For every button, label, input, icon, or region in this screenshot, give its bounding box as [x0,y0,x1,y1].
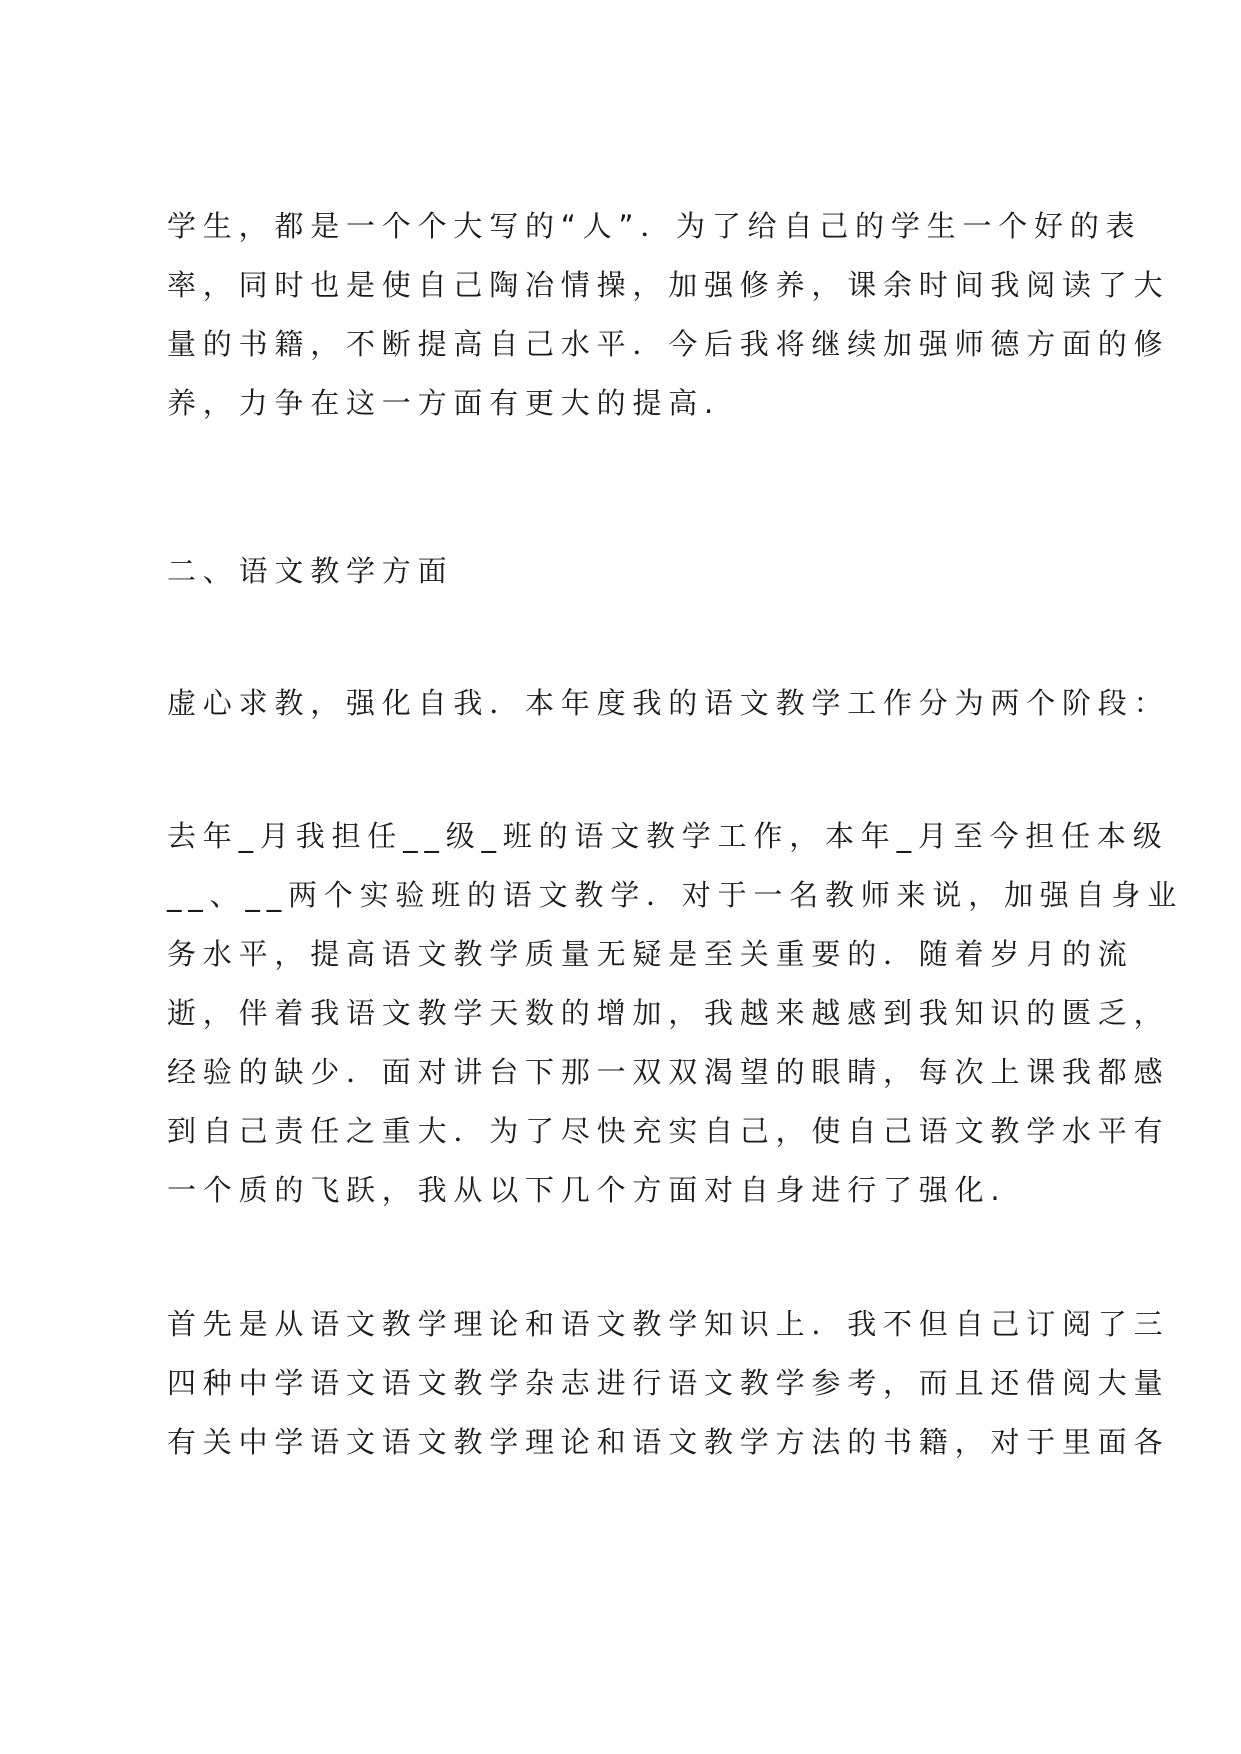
text-line: 有关中学语文语文教学理论和语文教学方法的书籍，对于里面各 [167,1425,1170,1459]
text-line: 到自己责任之重大．为了尽快充实自己，使自己语文教学水平有 [167,1114,1170,1148]
text-line: 学生，都是一个个大写的“人”．为了给自己的学生一个好的表 [167,209,1142,243]
text-line: 逝，伴着我语文教学天数的增加，我越来越感到我知识的匮乏， [167,996,1170,1030]
text-line: __、__两个实验班的语文教学．对于一名教师来说，加强自身业 [167,878,1184,912]
section-heading: 二、语文教学方面 [167,554,454,588]
text-line: 虚心求教，强化自我．本年度我的语文教学工作分为两个阶段： [167,686,1170,720]
text-line: 经验的缺少．面对讲台下那一双双渴望的眼睛，每次上课我都感 [167,1055,1170,1089]
text-line: 一个质的飞跃，我从以下几个方面对自身进行了强化. [167,1173,1007,1207]
text-line: 首先是从语文教学理论和语文教学知识上．我不但自己订阅了三 [167,1307,1170,1341]
text-line: 养，力争在这一方面有更大的提高. [167,386,721,420]
text-line: 四种中学语文语文教学杂志进行语文教学参考，而且还借阅大量 [167,1366,1170,1400]
text-line: 量的书籍，不断提高自己水平．今后我将继续加强师德方面的修 [167,327,1170,361]
text-line: 率，同时也是使自己陶冶情操，加强修养，课余时间我阅读了大 [167,268,1170,302]
text-line: 务水平，提高语文教学质量无疑是至关重要的．随着岁月的流 [167,937,1134,971]
text-line: 去年_月我担任__级_班的语文教学工作，本年_月至今担任本级 [167,819,1169,853]
